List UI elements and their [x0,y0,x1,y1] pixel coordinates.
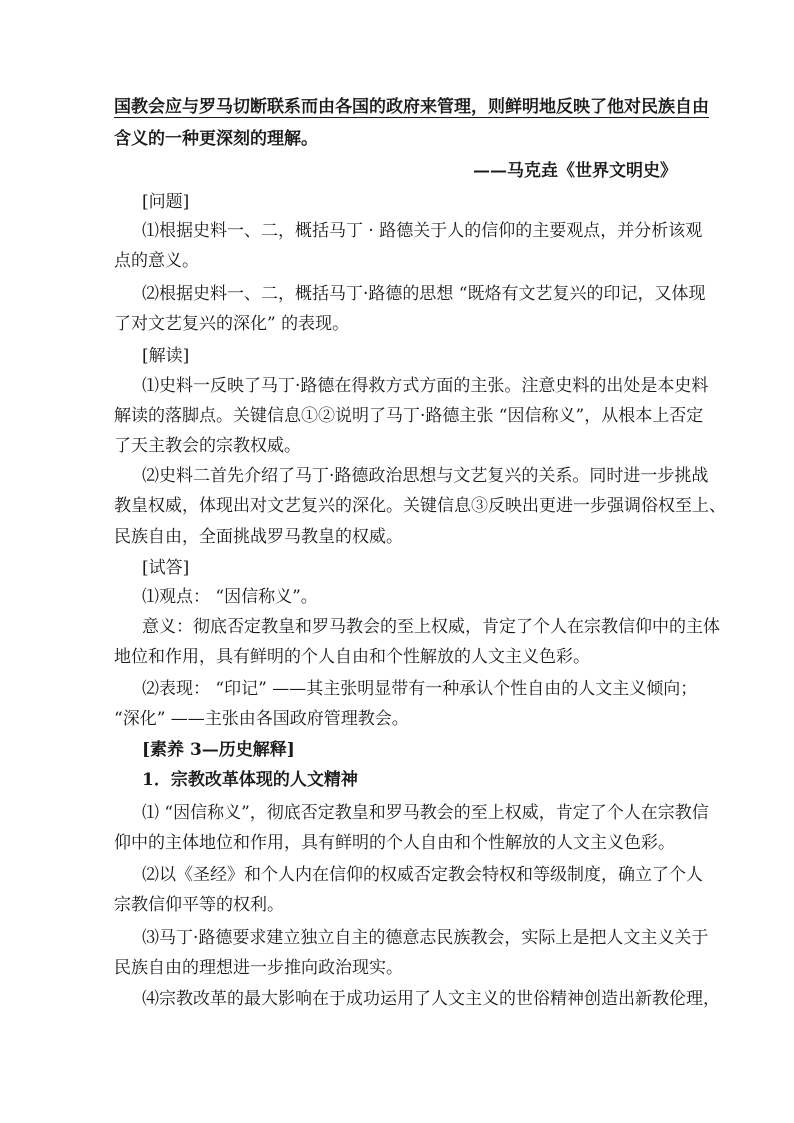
point-1-line-2: 仰中的主体地位和作用，具有鲜明的个人自由和个性解放的人文主义色彩。 [114,833,675,853]
interpretation-2-line-2: 教皇权威，体现出对文艺复兴的深化。关键信息③反映出更进一步强调俗权至上、 [114,496,726,516]
point-2-line-1: ⑵以《圣经》和个人内在信仰的权威否定教会特权和等级制度，确立了个人 [142,865,703,885]
quote-source: ——马克垚《世界文明史》 [473,161,677,181]
question-2-line-1: ⑵根据史料一、二，概括马丁·路德的思想 “既烙有文艺复兴的印记，又体现 [142,284,706,304]
point-3-line-2: 民族自由的理想进一步推向政治现实。 [114,958,403,978]
question-1-line-1: ⑴根据史料一、二，概括马丁 · 路德关于人的信仰的主要观点，并分析该观 [142,221,703,241]
subsection-title: 1．宗教改革体现的人文精神 [142,770,358,790]
answer-1-significance-line-1: 意义：彻底否定教皇和罗马教会的至上权威，肯定了个人在宗教信仰中的主体 [142,617,720,637]
interpretation-1-line-3: 了天主教会的宗教权威。 [114,436,301,456]
interpretation-1-line-1: ⑴史料一反映了马丁·路德在得救方式方面的主张。注意史料的出处是本史料 [142,376,709,396]
quote-line-1: 国教会应与罗马切断联系而由各国的政府来管理，则鲜明地反映了他对民族自由 [114,97,709,117]
interpretation-2-line-1: ⑵史料二首先介绍了马丁·路德政治思想与文艺复兴的关系。同时进一步挑战 [142,466,709,486]
question-2-line-2: 了对文艺复兴的深化” 的表现。 [114,314,350,334]
section-heading-interpretation: [解读] [142,346,190,366]
answer-1-significance-line-2: 地位和作用，具有鲜明的个人自由和个性解放的人文主义色彩。 [114,647,590,667]
section-heading-literacy: [素养 3—历史解释] [142,740,295,760]
question-1-line-2: 点的意义。 [114,251,199,271]
answer-1-viewpoint: ⑴观点： “因信称义”。 [142,587,318,607]
section-heading-answer: [试答] [142,558,190,578]
answer-2-line-1: ⑵表现： “印记” ——其主张明显带有一种承认个性自由的人文主义倾向； [142,679,698,699]
point-1-line-1: ⑴ “因信称义”，彻底否定教皇和罗马教会的至上权威，肯定了个人在宗教信 [142,803,709,823]
answer-2-line-2: “深化” ——主张由各国政府管理教会。 [114,709,409,729]
point-2-line-2: 宗教信仰平等的权利。 [114,895,284,915]
section-heading-question: [问题] [142,192,190,212]
interpretation-2-line-3: 民族自由，全面挑战罗马教皇的权威。 [114,527,403,547]
point-4-line-1: ⑷宗教改革的最大影响在于成功运用了人文主义的世俗精神创造出新教伦理， [142,989,720,1009]
interpretation-1-line-2: 解读的落脚点。关键信息①②说明了马丁·路德主张 “因信称义”，从根本上否定 [114,406,704,426]
point-3-line-1: ⑶马丁·路德要求建立独立自主的德意志民族教会，实际上是把人文主义关于 [142,928,709,948]
quote-line-2: 含义的一种更深刻的理解。 [114,129,318,149]
